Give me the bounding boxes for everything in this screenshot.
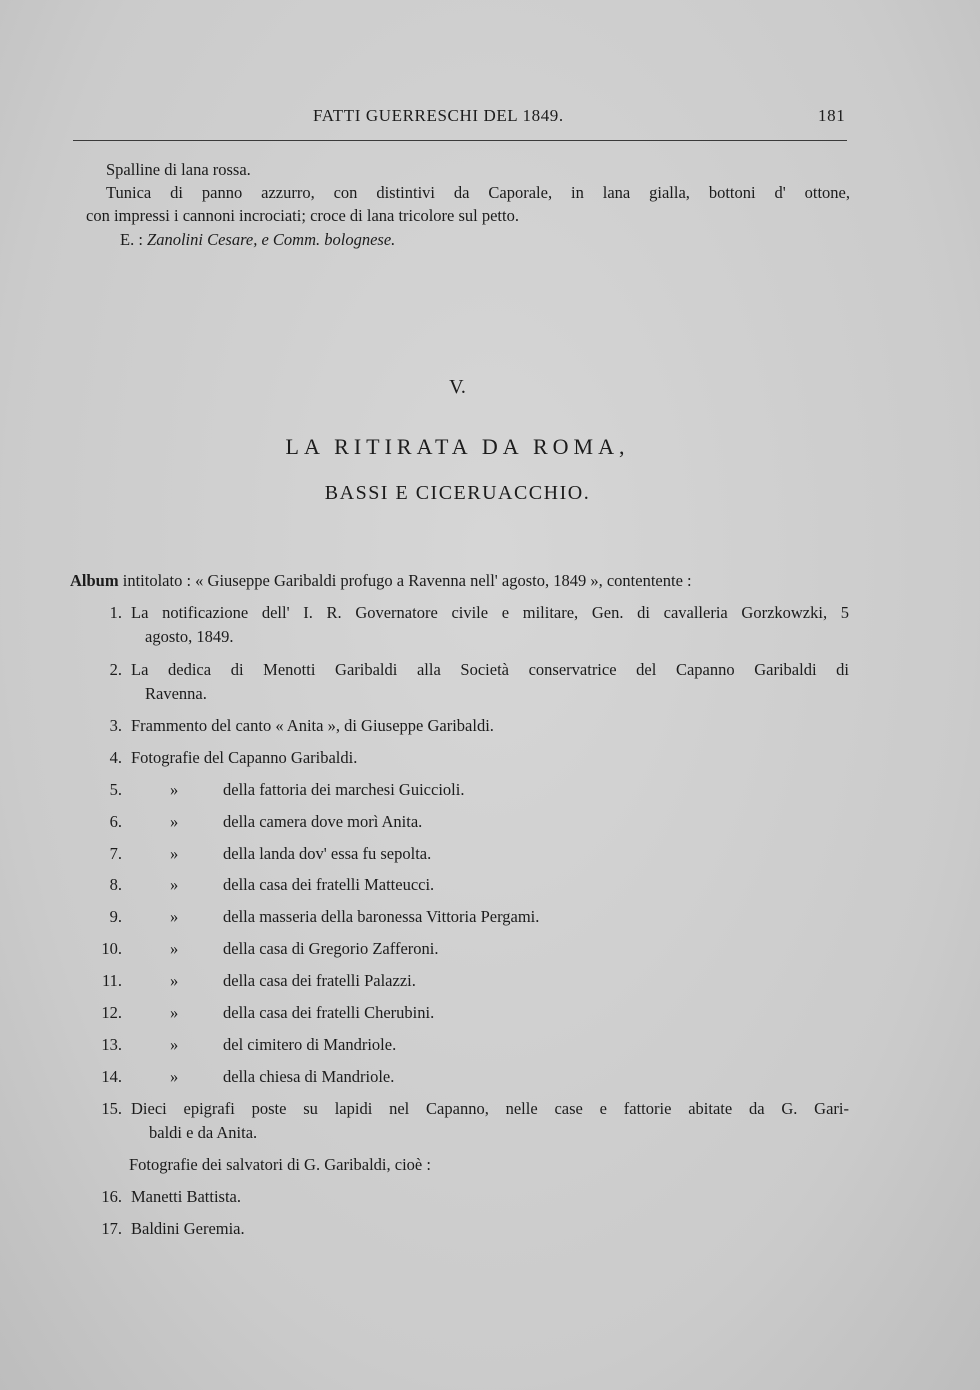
item-text: della masseria della baronessa Vittoria Pergami. [223, 907, 540, 926]
section-subtitle: BASSI E CICERUACCHIO. [324, 482, 591, 504]
intro-line-4 [120, 230, 395, 250]
item-number: 11. [101, 971, 122, 990]
running-head [0, 106, 980, 130]
item-text: del cimitero di Mandriole. [223, 1035, 397, 1054]
item-text: La dedica di Menotti Garibaldi alla Società conservatrice del Capanno Garibaldi di [131, 660, 849, 679]
section-title: LA RITIRATA DA ROMA, [285, 434, 630, 459]
item-number: 9. [109, 907, 122, 926]
section-number: V. [449, 376, 466, 398]
ditto-mark: » [170, 1035, 179, 1054]
item-number: 4. [109, 748, 122, 767]
item-text: della camera dove morì Anita. [223, 812, 423, 831]
ditto-mark: » [170, 812, 179, 831]
item-text-continued: Ravenna. [145, 684, 207, 703]
intro-line-4-italic: Zanolini Cesare, e Comm. bolognese. [147, 230, 396, 249]
item-number: 13. [101, 1035, 122, 1054]
item-text-continued: baldi e da Anita. [149, 1123, 258, 1142]
album-text: intitolato : « Giuseppe Garibaldi profugo a Ravenna nell' agosto, 1849 », contentente : [118, 571, 692, 590]
item-number: 17. [101, 1219, 122, 1238]
item-number: 3. [109, 716, 122, 735]
header-rule [73, 140, 847, 141]
item-text: Fotografie del Capanno Garibaldi. [131, 748, 358, 767]
ditto-mark: » [170, 780, 179, 799]
item-number: 14. [101, 1067, 122, 1086]
intro-line-3: con impressi i cannoni incrociati; croce di lana tricolore sul petto. [86, 206, 519, 225]
item-text: Manetti Battista. [131, 1187, 241, 1206]
album-label: Album [70, 571, 119, 590]
ditto-mark: » [170, 939, 179, 958]
item-text: della casa di Gregorio Zafferoni. [223, 939, 439, 958]
item-text: La notificazione dell' I. R. Governatore civile e militare, Gen. di cavalleria Gorzkowzki, 5 [131, 603, 849, 622]
item-text: della casa dei fratelli Palazzi. [223, 971, 416, 990]
item-text: Frammento del canto « Anita », di Giuseppe Garibaldi. [131, 716, 494, 735]
item-text: Dieci epigrafi poste su lapidi nel Capanno, nelle case e fattorie abitate da G. Gari- [131, 1099, 849, 1118]
ditto-mark: » [170, 844, 179, 863]
item-number: 6. [109, 812, 122, 831]
intro-line-2: Tunica di panno azzurro, con distintivi da Caporale, in lana gialla, bottoni d' ottone, [106, 183, 850, 202]
ditto-mark: » [170, 907, 179, 926]
item-number: 2. [109, 660, 122, 679]
saviors-intro: Fotografie dei salvatori di G. Garibaldi, cioè : [129, 1155, 431, 1174]
item-number: 15. [101, 1099, 122, 1118]
item-number: 1. [109, 603, 122, 622]
item-number: 5. [109, 780, 122, 799]
item-text: della chiesa di Mandriole. [223, 1067, 395, 1086]
item-number: 10. [101, 939, 122, 958]
item-number: 16. [101, 1187, 122, 1206]
item-text: della casa dei fratelli Cherubini. [223, 1003, 435, 1022]
ditto-mark: » [170, 971, 179, 990]
intro-line-1: Spalline di lana rossa. [106, 160, 251, 179]
intro-line-4-prefix: E. : [120, 230, 148, 249]
item-number: 12. [101, 1003, 122, 1022]
item-text: della landa dov' essa fu sepolta. [223, 844, 432, 863]
page-number: 181 [818, 106, 846, 125]
ditto-mark: » [170, 1067, 179, 1086]
item-text-continued: agosto, 1849. [145, 627, 234, 646]
item-text: Baldini Geremia. [131, 1219, 245, 1238]
item-number: 8. [109, 875, 122, 894]
item-number: 7. [109, 844, 122, 863]
item-text: della casa dei fratelli Matteucci. [223, 875, 435, 894]
running-title: FATTI GUERRESCHI DEL 1849. [313, 106, 564, 125]
ditto-mark: » [170, 875, 179, 894]
ditto-mark: » [170, 1003, 179, 1022]
album-line [70, 571, 692, 591]
item-text: della fattoria dei marchesi Guiccioli. [223, 780, 465, 799]
